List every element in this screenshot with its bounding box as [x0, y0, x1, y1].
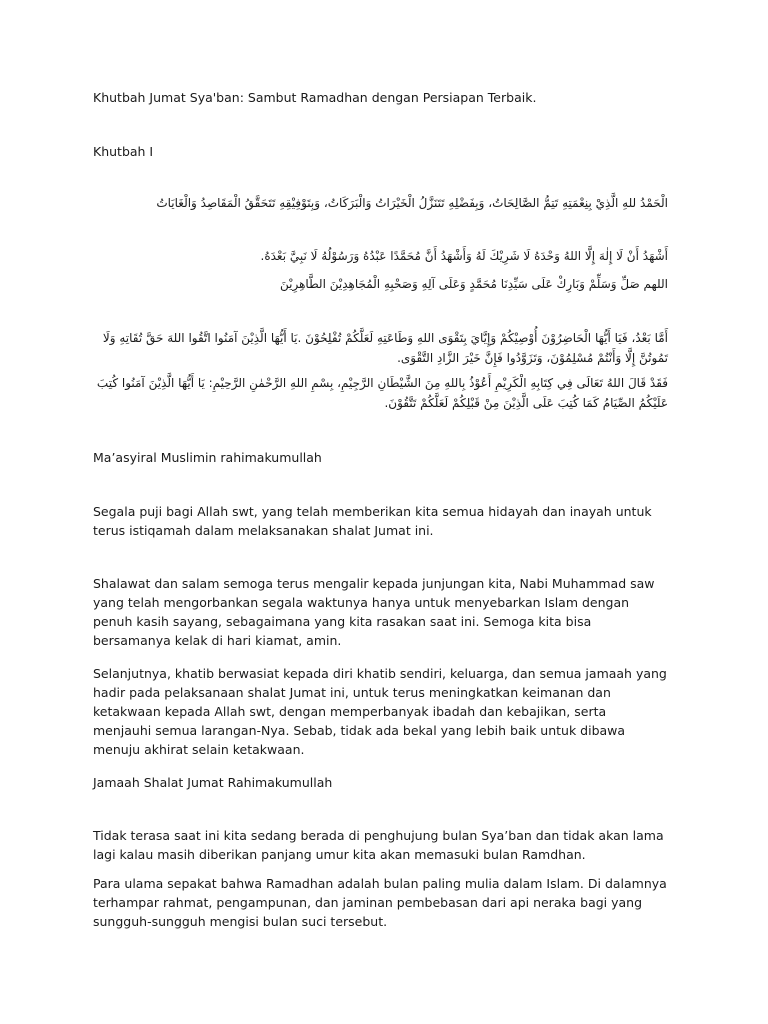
arabic-qala-allah: فَقَدْ قَالَ اللهُ تَعَالَى فِي كِتَابِهِ الْكَرِيْمِ أَعُوْذُ بِاللهِ مِنَ الشَّيْطَانِ الرَّجِيْمِ، بِسْمِ اللهِ الرَّحْمٰنِ الرَّحِيْمِ: يَا أَيُّهَا الَّذِيْنَ آمَنُوا كُتِبَ عَلَيْكُمُ الصِّيَامُ كَمَا كُتِبَ عَلَى الَّذِيْنَ مِنْ قَبْلِكُمْ لَعَلَّكُمْ تَتَّقُوْنَ. — [96, 376, 668, 410]
arabic-shalawat: اللهم صَلِّ وَسَلِّمْ وَبَارِكْ عَلَى سَيِّدِنَا مُحَمَّدٍ وَعَلَى آلِهِ وَصَحْبِهِ الْمُجَاهِدِيْنَ الطَّاهِرِيْنَ — [279, 277, 668, 291]
section-heading: Khutbah I — [93, 144, 154, 159]
paragraph-shalawat: Shalawat dan salam semoga terus mengalir kepada junjungan kita, Nabi Muhammad saw yang telah mengorbankan segala waktunya hanya untuk menyebarkan Islam dengan penuh kasih sayang, sebagaimana yang kita rasakan saat ini. Semoga kita bisa bersamanya kelak di hari kiamat, amin. — [93, 576, 655, 648]
paragraph-syaban: Tidak terasa saat ini kita sedang berada di penghujung bulan Sya’ban dan tidak akan lama lagi kalau masih diberikan panjang umur kita akan memasuki bulan Ramdhan. — [93, 828, 664, 862]
address-jamaah: Jamaah Shalat Jumat Rahimakumullah — [93, 775, 333, 790]
arabic-amma-badu: أَمَّا بَعْدُ، فَيَا أَيُّهَا الْحَاضِرُوْنَ أُوْصِيْكُمْ وَإِيَّايَ بِتَقْوَى اللهِ وَطَاعَتِهِ لَعَلَّكُمْ تُفْلِحُوْنَ .يَا أَيُّهَا الَّذِيْنَ آمَنُوا اتَّقُوا اللهَ حَقَّ تُقَاتِهِ وَلَا تَمُوتُنَّ إِلَّا وَأَنْتُمْ مُسْلِمُوْنَ، وَتَزَوَّدُوا فَإِنَّ خَيْرَ الزَّادِ التَّقْوَى. — [102, 331, 668, 365]
arabic-syahadat: أَشْهَدُ أَنْ لَا إِلٰهَ إِلَّا اللهُ وَحْدَهُ لَا شَرِيْكَ لَهُ وَأَشْهَدُ أَنَّ مُحَمَّدًا عَبْدُهُ وَرَسُوْلُهُ لَا نَبِيَّ بَعْدَهُ. — [260, 249, 668, 263]
address-muslimin: Ma’asyiral Muslimin rahimakumullah — [93, 450, 322, 465]
paragraph-ramadhan: Para ulama sepakat bahwa Ramadhan adalah bulan paling mulia dalam Islam. Di dalamnya terhampar rahmat, pengampunan, dan jaminan pembebasan dari api neraka bagi yang sungguh-sungguh mengisi bulan suci tersebut. — [93, 876, 667, 929]
arabic-hamdalah: الْحَمْدُ للهِ الَّذِيْ بِنِعْمَتِهِ تَتِمُّ الصَّالِحَاتُ، وَبِفَضْلِهِ تَتَنَزَّلُ الْخَيْرَاتُ وَالْبَرَكَاتُ، وَبِتَوْفِيْقِهِ تَتَحَقَّقُ الْمَقَاصِدُ وَالْغَايَاتُ — [156, 196, 668, 210]
document-title: Khutbah Jumat Sya'ban: Sambut Ramadhan dengan Persiapan Terbaik. — [93, 90, 537, 105]
paragraph-wasiat: Selanjutnya, khatib berwasiat kepada diri khatib sendiri, keluarga, dan semua jamaah yang hadir pada pelaksanaan shalat Jumat ini, untuk terus meningkatkan keimanan dan ketakwaan kepada Allah swt, dengan memperbanyak ibadah dan kebajikan, serta menjauhi semua larangan-Nya. Sebab, tidak ada bekal yang lebih baik untuk dibawa menuju akhirat selain ketakwaan. — [93, 666, 667, 757]
paragraph-pujian: Segala puji bagi Allah swt, yang telah memberikan kita semua hidayah dan inayah untuk terus istiqamah dalam melaksanakan shalat Jumat ini. — [93, 504, 652, 538]
